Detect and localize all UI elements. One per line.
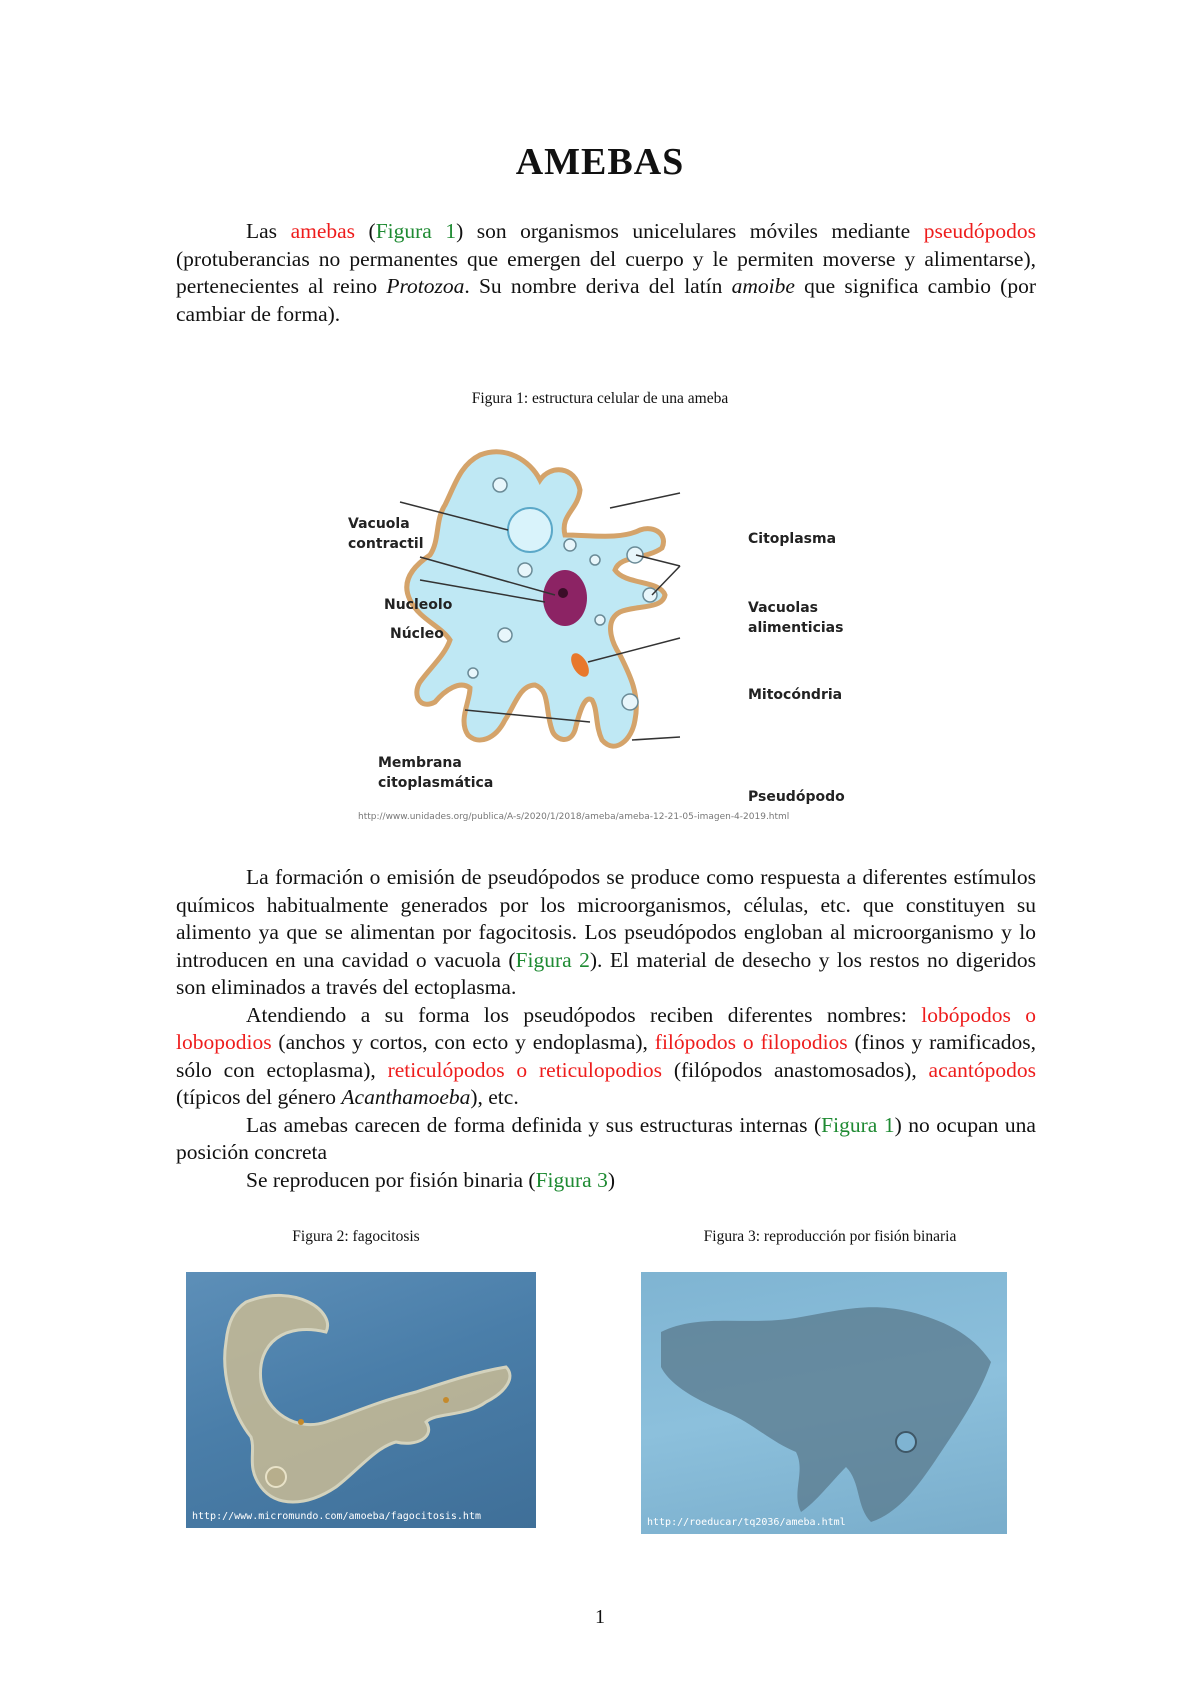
contractile-vacuole [508,508,552,552]
text-run: ) [607,1167,615,1192]
term-reticulopodos: reticulópodos o reticulopodios [387,1057,662,1082]
term-protozoa: Protozoa [386,274,465,298]
term-acantopodos: acantópodos [928,1057,1036,1082]
label-nucleolo: Nucleolo [384,597,453,613]
term-filopodos: filópodos o filopodios [654,1030,848,1054]
food-vacuole [518,563,532,577]
nucleolus [558,588,568,598]
text-run: Se reproducen por fisión binaria ( [246,1167,536,1192]
page-number: 1 [595,1606,605,1628]
text-run: (protuberancias no permanentes que emergen del cuerpo y le permiten moverse y alimentarse), pertenecientes al reino [176,246,1036,298]
text-run: ( [355,219,376,243]
food-vacuole [493,478,507,492]
food-vacuole [498,628,512,642]
text-run: ) son organismos unicelulares móviles mediante [456,219,924,243]
phagocytosis-amoeba-image [186,1272,536,1528]
term-acanthamoeba: Acanthamoeba [341,1085,471,1109]
figure-3-url: http://roeducar/tq2036/ameba.html [647,1517,846,1528]
paragraph-tipos-pseudopodos [176,1002,1036,1112]
food-vacuole [643,588,657,602]
label-vacuolas: Vacuolas alimenticias [748,600,844,636]
figure-2-url: http://www.micromundo.com/amoeba/fagocitosis.htm [192,1511,481,1522]
figure-2-caption: Figura 2: fagocitosis [292,1228,420,1245]
paragraph-reproduccion [176,1167,1036,1195]
food-vacuole [622,694,638,710]
term-pseudopodos: pseudópodos [923,219,1036,243]
food-vacuole [627,547,643,563]
text-run: ) no ocupan una posición concreta [176,1112,1036,1164]
food-vacuole [564,539,576,551]
figure-3-ref[interactable]: Figura 3 [535,1167,608,1192]
text-run: que significa cambio (por cambiar de forma). [176,274,1036,326]
text-run: . Su nombre deriva del latín [464,274,732,298]
text-run: Atendiendo a su forma los pseudópodos reciben diferentes nombres: [246,1002,922,1027]
figure-2-photo [186,1272,536,1528]
figure-1-caption: Figura 1: estructura celular de una ameba [471,390,729,407]
food-vacuole [595,615,605,625]
food-vacuole [590,555,600,565]
term-amoibe: amoibe [731,274,795,298]
food-vacuole [468,668,478,678]
label-mitocondria: Mitocóndria [748,687,843,703]
label-membrana: Membrana citoplasmática [378,755,494,791]
term-lobopodos: lobópodos o lobopodios [176,1002,1036,1054]
figure-2-ref[interactable]: Figura 2 [515,947,590,972]
figure-3-caption: Figura 3: reproducción por fisión binaria [703,1228,957,1245]
label-vacuola-contractil: Vacuola contractil [348,516,424,552]
text-run: (filópodos anastomosados), [662,1057,929,1082]
paragraph-forma [176,1112,1036,1167]
text-run: ), etc. [470,1085,519,1109]
text-run: Las amebas carecen de forma definida y sus estructuras internas ( [246,1112,822,1137]
text-run: ). El material de desecho y los restos no digeridos son eliminados a través del ectoplasma. [176,947,1036,999]
term-amebas: amebas [290,219,356,243]
binary-fission-amoeba-image [641,1272,1007,1534]
text-run: (finos y ramificados, sólo con ectoplasma), [176,1030,1037,1082]
paragraph-fagocitosis [176,864,1036,1002]
label-pseudopodo: Pseudópodo [748,789,845,805]
label-nucleo: Núcleo [390,626,444,642]
nucleus [543,570,587,626]
body-paragraphs [176,864,1036,1194]
text-run: (anchos y cortos, con ecto y endoplasma), [271,1030,655,1054]
page-title: AMEBAS [515,141,685,183]
text-run: (típicos del género [176,1085,342,1109]
text-run: La formación o emisión de pseudópodos se produce como respuesta a diferentes estímulos químicos habitualmente generados por los microorganismos, células, etc. que constituyen su alimento ya que se alimentan por fagocitosis. Los pseudópodos engloban al microorganismo y lo introducen en una cavidad o vacuola ( [176,865,1036,972]
figure-3-photo [641,1272,1007,1534]
label-citoplasma: Citoplasma [748,531,837,547]
figure-1-ref[interactable]: Figura 1 [375,219,457,243]
figure-1-credit: http://www.unidades.org/publica/A-s/2020/1/2018/ameba/ameba-12-21-05-imagen-4-2019.html [358,812,790,822]
intro-paragraph [176,218,1036,328]
text-run: Las [246,219,291,243]
figure-1-ref[interactable]: Figura 1 [821,1112,895,1137]
